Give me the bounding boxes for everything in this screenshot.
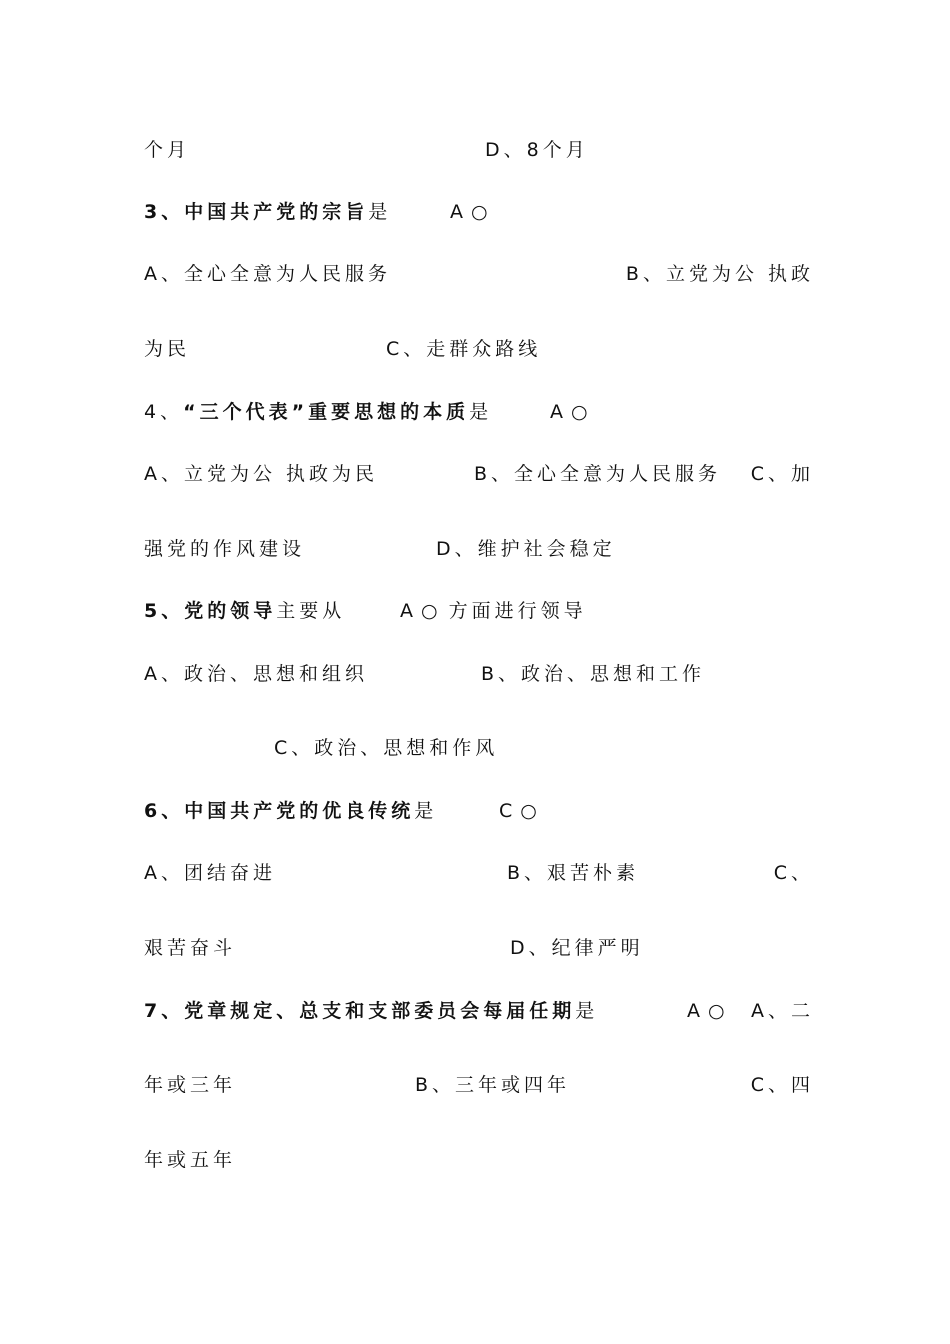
option-text: 年或五年 xyxy=(144,1149,237,1171)
option-line xyxy=(144,459,814,489)
option-a: A、二 xyxy=(751,1000,814,1022)
question-tail: 是 xyxy=(368,201,392,223)
question-number: 3、 xyxy=(144,201,185,223)
option-b: B、三年或四年 xyxy=(415,1074,571,1096)
option-line xyxy=(144,933,814,963)
option-line xyxy=(144,259,814,289)
question-stem: 中国共产党的优良传统 xyxy=(184,800,415,822)
option-b: B、政治、思想和工作 xyxy=(481,663,706,685)
question-tail: 是 xyxy=(575,1000,599,1022)
question-number: 5、 xyxy=(144,600,185,622)
option-b: B、艰苦朴素 xyxy=(507,862,640,884)
option-c: C、走群众路线 xyxy=(386,338,542,360)
question-stem: “三个代表”重要思想的本质 xyxy=(183,401,470,423)
option-d: D、8个月 xyxy=(485,139,589,161)
option-b: B、全心全意为人民服务 xyxy=(474,463,722,485)
option-text: 艰苦奋斗 xyxy=(144,937,237,959)
question-tail-2: 方面进行领导 xyxy=(448,600,587,622)
option-a: A、政治、思想和组织 xyxy=(144,663,368,685)
option-text: 为民 xyxy=(144,338,191,360)
option-c: C、政治、思想和作风 xyxy=(274,737,499,759)
option-line xyxy=(144,135,814,165)
answer-mark: C ○ xyxy=(499,800,538,822)
question-stem: 中国共产党的宗旨 xyxy=(184,201,369,223)
answer-mark: A ○ xyxy=(450,201,489,223)
option-c: C、 xyxy=(773,862,814,884)
option-line xyxy=(144,534,814,564)
option-a: A、全心全意为人民服务 xyxy=(144,263,391,285)
option-line xyxy=(144,334,814,364)
question-tail: 是 xyxy=(414,800,438,822)
question-tail: 主要从 xyxy=(276,600,346,622)
option-line xyxy=(144,1145,814,1175)
option-line xyxy=(144,858,814,888)
option-c: C、四 xyxy=(750,1074,814,1096)
option-a: A、立党为公 执政为民 xyxy=(144,463,379,485)
question-5 xyxy=(144,596,814,626)
option-a: A、团结奋进 xyxy=(144,862,276,884)
question-4 xyxy=(144,397,814,427)
option-text: 个月 xyxy=(144,139,191,161)
question-number: 4、 xyxy=(144,401,184,423)
answer-mark: A ○ xyxy=(687,1000,726,1022)
answer-mark: A ○ xyxy=(400,600,439,622)
question-6 xyxy=(144,796,814,826)
option-line xyxy=(144,1070,814,1100)
question-number: 7、 xyxy=(144,1000,185,1022)
option-line xyxy=(144,733,814,763)
option-b: B、立党为公 执政 xyxy=(625,263,814,285)
option-text: 强党的作风建设 xyxy=(144,538,306,560)
option-d: D、纪律严明 xyxy=(510,937,644,959)
question-number: 6、 xyxy=(144,800,185,822)
option-text: 年或三年 xyxy=(144,1074,237,1096)
answer-mark: A ○ xyxy=(550,401,589,423)
option-d: D、维护社会稳定 xyxy=(436,538,616,560)
question-7 xyxy=(144,996,814,1026)
question-3 xyxy=(144,197,814,227)
question-stem: 党的领导 xyxy=(184,600,277,622)
option-c: C、加 xyxy=(750,463,814,485)
option-line xyxy=(144,659,814,689)
question-tail: 是 xyxy=(469,401,493,423)
question-stem: 党章规定、总支和支部委员会每届任期 xyxy=(184,1000,576,1022)
